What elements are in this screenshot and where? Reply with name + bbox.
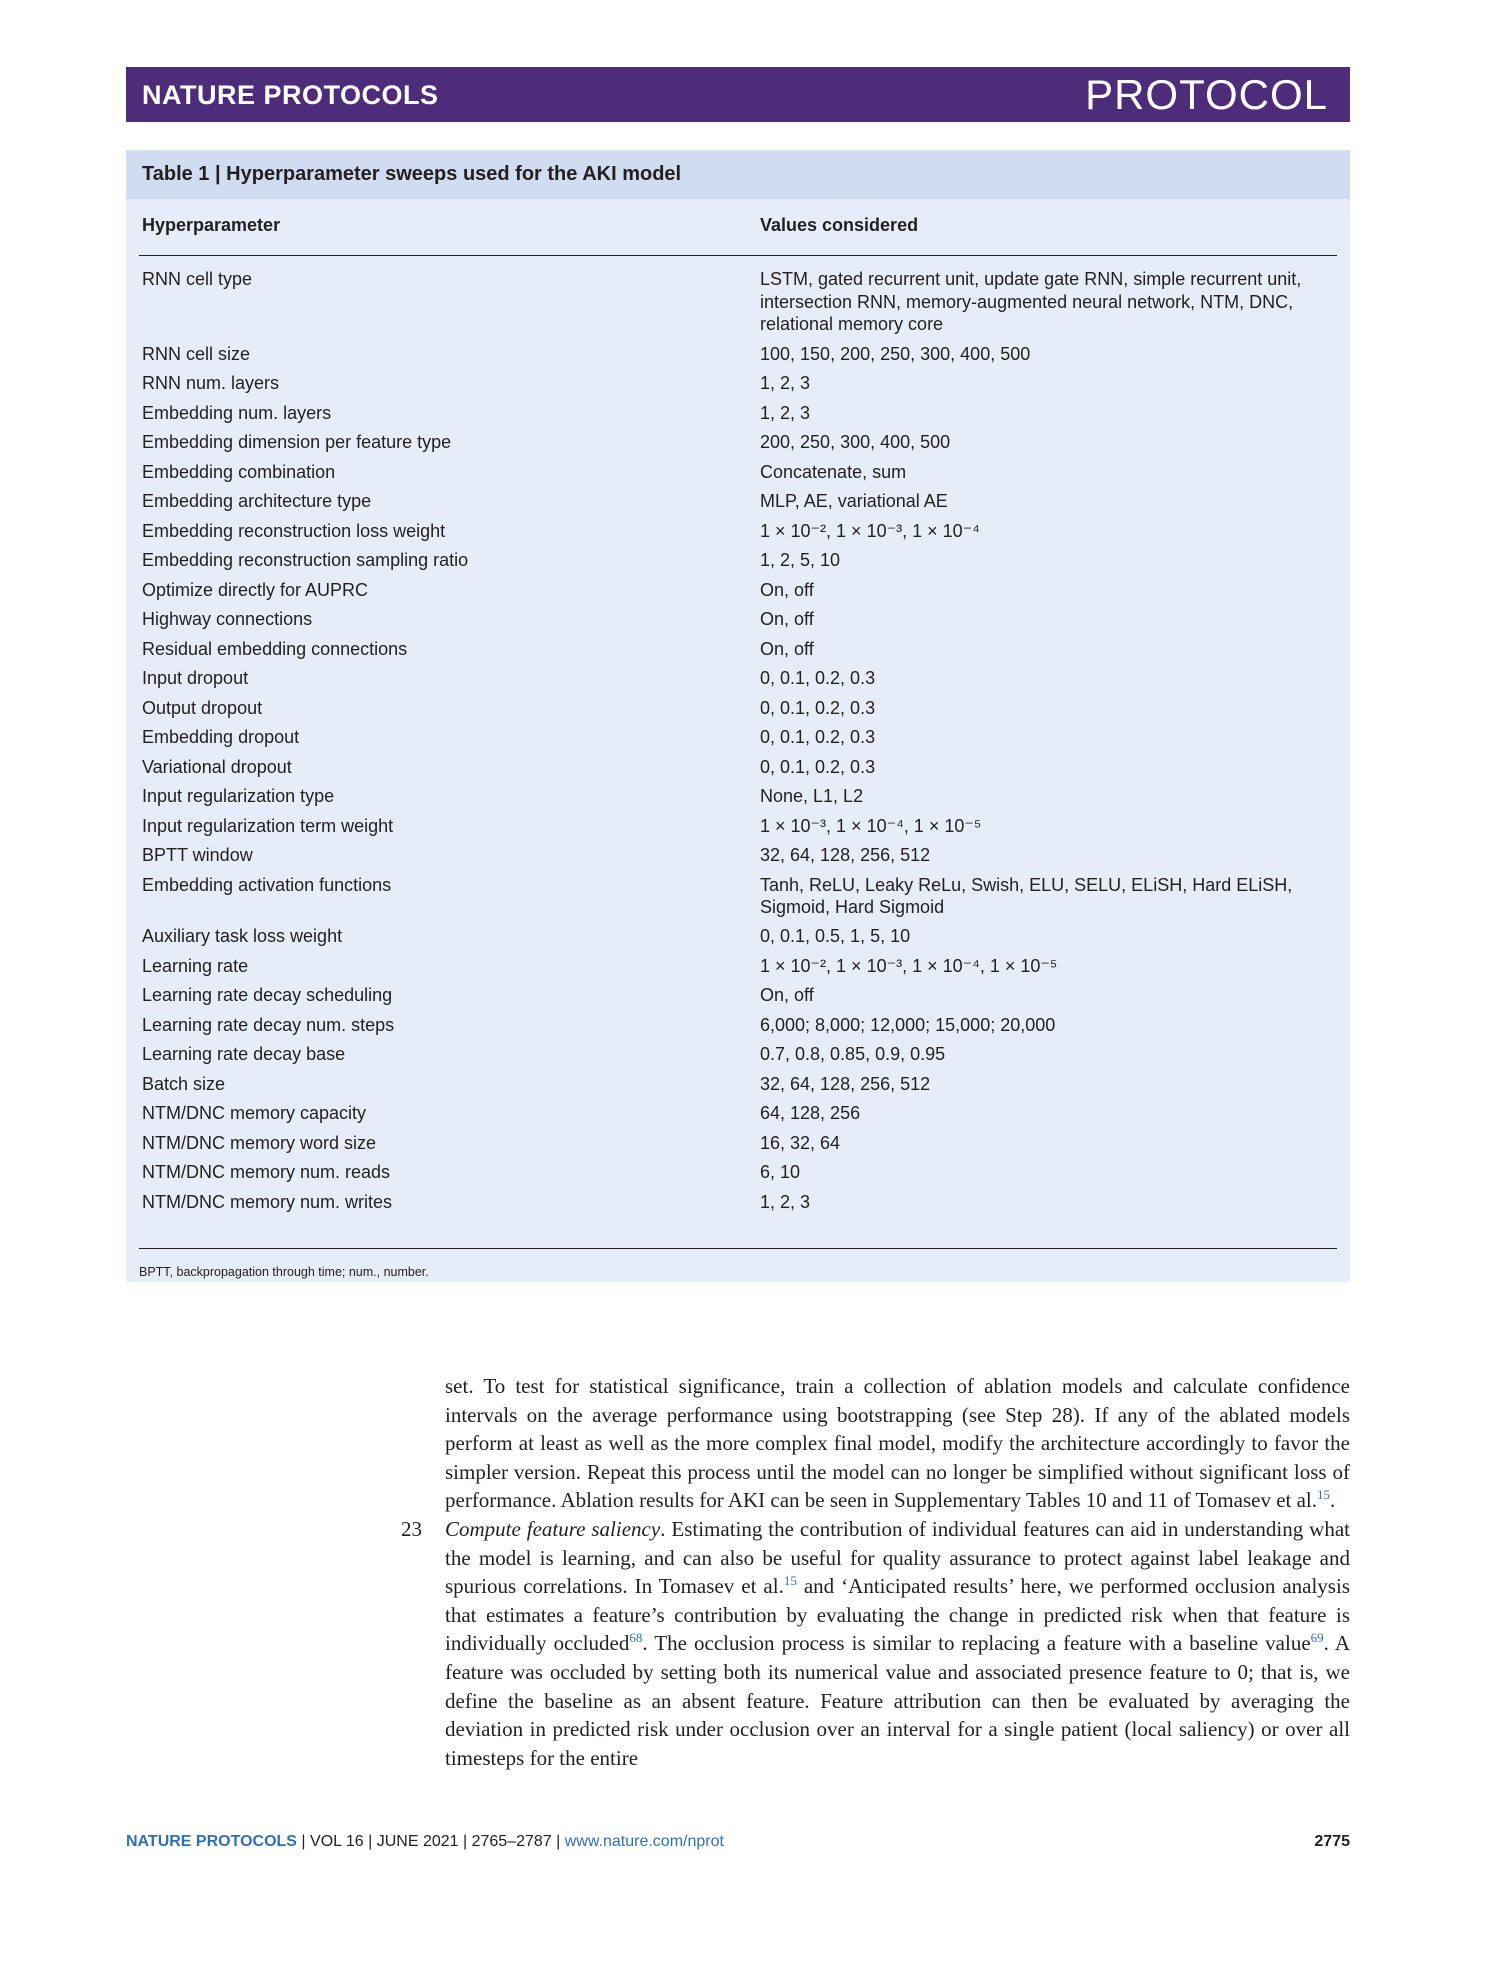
values-cell: None, L1, L2 <box>760 786 864 806</box>
hyperparameter-cell: Highway connections <box>142 609 313 629</box>
step-text: . Estimating the contribution of individual features can aid in understanding what the model is learning, and can also be useful for quality assurance to protect against label leakage and spurious correlations. In Tomasev et al. <box>445 1516 1350 1599</box>
hyperparameter-cell: Batch size <box>142 1073 226 1094</box>
step-title: Compute feature saliency <box>445 1516 661 1541</box>
values-cell: 100, 150, 200, 250, 300, 400, 500 <box>760 343 1031 364</box>
hyperparameter-cell: Embedding architecture type <box>142 491 372 511</box>
journal-header-bar <box>126 67 1350 122</box>
table-caption: Hyperparameter sweeps used for the AKI model <box>226 163 682 185</box>
column-header-hyperparameter: Hyperparameter <box>142 215 281 235</box>
values-cell: 1, 2, 3 <box>760 402 811 423</box>
paragraph-end: . <box>1330 1488 1336 1513</box>
table-row <box>126 667 1350 690</box>
table-header-rule <box>139 255 1337 256</box>
hyperparameter-table <box>126 150 1350 1282</box>
hyperparameter-cell: Input regularization type <box>142 786 335 806</box>
table-row <box>126 1191 1350 1214</box>
values-cell: 32, 64, 128, 256, 512 <box>760 845 931 865</box>
table-title-separator: | <box>209 163 227 185</box>
values-cell: 1, 2, 5, 10 <box>760 550 841 570</box>
values-cell: 1, 2, 3 <box>760 1191 811 1212</box>
hyperparameter-cell: Embedding dimension per feature type <box>142 432 452 452</box>
values-cell: 0, 0.1, 0.2, 0.3 <box>760 756 876 777</box>
body-text <box>401 1372 1351 1772</box>
table-footnote: BPTT, backpropagation through time; num., number. <box>139 1265 429 1279</box>
values-cell: On, off <box>760 985 814 1005</box>
table-row <box>126 726 1350 749</box>
section-label: PROTOCOL <box>1085 71 1328 118</box>
values-cell: 1 × 10⁻², 1 × 10⁻³, 1 × 10⁻⁴ <box>760 520 980 541</box>
values-cell: 1, 2, 3 <box>760 373 811 393</box>
table-row <box>126 431 1350 454</box>
reference-link[interactable]: 15 <box>783 1573 797 1589</box>
hyperparameter-cell: Optimize directly for AUPRC <box>142 579 369 600</box>
table-label: Table 1 <box>142 163 210 185</box>
values-cell: 0, 0.1, 0.2, 0.3 <box>760 668 876 688</box>
table-row <box>126 756 1350 779</box>
table-row <box>126 955 1350 978</box>
table-row <box>126 461 1350 484</box>
footer-volume: VOL 16 <box>310 1833 364 1850</box>
table-row <box>126 638 1350 661</box>
values-cell: 6, 10 <box>760 1162 801 1182</box>
values-cell: 32, 64, 128, 256, 512 <box>760 1073 931 1094</box>
table-row <box>126 1073 1350 1096</box>
table-row <box>126 1161 1350 1184</box>
table-row <box>126 490 1350 513</box>
hyperparameter-cell: Auxiliary task loss weight <box>142 926 343 946</box>
table-row <box>126 608 1350 631</box>
page-number: 2775 <box>1314 1833 1350 1850</box>
footer-date: JUNE 2021 <box>376 1833 459 1850</box>
page-footer: NATURE PROTOCOLS | VOL 16 | JUNE 2021 | 2765–2787 | www.nature.com/nprot 2775 <box>126 1833 1350 1850</box>
hyperparameter-cell: Embedding reconstruction loss weight <box>142 520 446 541</box>
hyperparameter-cell: Input dropout <box>142 668 249 688</box>
step-text: . The occlusion process is similar to replacing a feature with a baseline value <box>642 1631 1311 1656</box>
hyperparameter-cell: Embedding activation functions <box>142 874 392 895</box>
values-cell: 0, 0.1, 0.2, 0.3 <box>760 727 876 747</box>
table-row <box>126 844 1350 867</box>
hyperparameter-cell: RNN cell type <box>142 269 253 289</box>
values-cell: 0.7, 0.8, 0.85, 0.9, 0.95 <box>760 1044 946 1064</box>
table-row <box>126 343 1350 366</box>
table-row <box>126 549 1350 572</box>
table-row <box>126 372 1350 395</box>
values-cell: MLP, AE, variational AE <box>760 491 948 511</box>
values-cell: On, off <box>760 579 814 600</box>
values-cell: 0, 0.1, 0.2, 0.3 <box>760 697 876 718</box>
hyperparameter-cell: Embedding combination <box>142 461 336 482</box>
table-row <box>126 984 1350 1007</box>
footer-pages: 2765–2787 <box>471 1833 552 1850</box>
hyperparameter-cell: Residual embedding connections <box>142 638 408 659</box>
hyperparameter-cell: Input regularization term weight <box>142 815 394 836</box>
table-row <box>126 402 1350 425</box>
paragraph-text: set. To test for statistical significance, train a collection of ablation models and calculate confidence intervals on the average performance using bootstrapping (see Step 28). If any of the ablated models perform at least as well as the more complex final model, modify the architecture accordingly to favor the simpler version. Repeat this process until the model can no longer be simplified without significant loss of performance. Ablation results for AKI can be seen in Supplementary Tables 10 and 11 of Tomasev et al. <box>445 1374 1350 1513</box>
hyperparameter-cell: Learning rate decay base <box>142 1044 346 1064</box>
hyperparameter-cell: Learning rate <box>142 955 249 976</box>
column-header-values: Values considered <box>760 215 919 235</box>
table-row <box>126 1102 1350 1125</box>
step-number: 23 <box>401 1516 422 1541</box>
hyperparameter-cell: Learning rate decay scheduling <box>142 985 393 1005</box>
hyperparameter-cell: Output dropout <box>142 697 263 718</box>
table-title <box>142 163 681 186</box>
table-row <box>126 925 1350 948</box>
values-cell: On, off <box>760 609 814 629</box>
table-row <box>126 874 1350 919</box>
values-cell: 64, 128, 256 <box>760 1103 861 1123</box>
table-row <box>126 1043 1350 1066</box>
table-title-bar <box>126 150 1350 199</box>
hyperparameter-cell: Variational dropout <box>142 756 292 777</box>
journal-name: NATURE PROTOCOLS <box>142 80 439 110</box>
hyperparameter-cell: BPTT window <box>142 845 253 865</box>
hyperparameter-cell: Embedding dropout <box>142 727 300 747</box>
table-row <box>126 268 1350 336</box>
footer-url[interactable]: www.nature.com/nprot <box>564 1833 724 1850</box>
hyperparameter-cell: NTM/DNC memory capacity <box>142 1103 367 1123</box>
table-row <box>126 520 1350 543</box>
hyperparameter-cell: NTM/DNC memory num. reads <box>142 1162 391 1182</box>
values-cell: Tanh, ReLU, Leaky ReLu, Swish, ELU, SELU, ELiSH, Hard ELiSH, Sigmoid, Hard Sigmoid <box>760 874 1293 917</box>
hyperparameter-cell: Embedding num. layers <box>142 402 332 423</box>
table-bottom-rule <box>139 1248 1337 1249</box>
hyperparameter-cell: NTM/DNC memory word size <box>142 1132 377 1153</box>
hyperparameter-cell: RNN num. layers <box>142 373 280 393</box>
values-cell: 16, 32, 64 <box>760 1132 841 1153</box>
values-cell: 1 × 10⁻², 1 × 10⁻³, 1 × 10⁻⁴, 1 × 10⁻⁵ <box>760 955 1058 976</box>
values-cell: Concatenate, sum <box>760 461 907 482</box>
table-row <box>126 579 1350 602</box>
step-text: and ‘Anticipated results’ here, we performed occlusion analysis that estimates a feature’s contribution by evaluating the change in predicted risk when that feature is individually occluded <box>445 1574 1350 1656</box>
hyperparameter-cell: Embedding reconstruction sampling ratio <box>142 550 469 570</box>
table-row <box>126 815 1350 838</box>
hyperparameter-cell: Learning rate decay num. steps <box>142 1014 395 1035</box>
values-cell: 0, 0.1, 0.5, 1, 5, 10 <box>760 926 911 946</box>
values-cell: 6,000; 8,000; 12,000; 15,000; 20,000 <box>760 1014 1056 1035</box>
table-row <box>126 785 1350 808</box>
table-row <box>126 1014 1350 1037</box>
hyperparameter-cell: RNN cell size <box>142 343 251 364</box>
values-cell: 200, 250, 300, 400, 500 <box>760 432 951 452</box>
values-cell: 1 × 10⁻³, 1 × 10⁻⁴, 1 × 10⁻⁵ <box>760 815 982 836</box>
table-row <box>126 1132 1350 1155</box>
reference-link[interactable]: 69 <box>1310 1630 1324 1646</box>
reference-link[interactable]: 15 <box>1317 1487 1331 1503</box>
footer-journal: NATURE PROTOCOLS <box>126 1833 297 1850</box>
table-body <box>126 268 1350 1220</box>
hyperparameter-cell: NTM/DNC memory num. writes <box>142 1191 393 1212</box>
body-paragraph <box>445 1372 1350 1515</box>
reference-link[interactable]: 68 <box>629 1630 643 1646</box>
values-cell: LSTM, gated recurrent unit, update gate RNN, simple recurrent unit, intersection RNN, memory-augmented neural network, NTM, DNC, relational memory core <box>760 269 1302 334</box>
values-cell: On, off <box>760 638 814 659</box>
table-row <box>126 697 1350 720</box>
procedure-step <box>401 1515 1351 1772</box>
step-text: . A feature was occluded by setting both its numerical value and associated presence feature to 0; that is, we define the baseline as an absent feature. Feature attribution can then be evaluated by averaging the deviation in predicted risk under occlusion over an interval for a single patient (local saliency) or over all timesteps for the entire <box>445 1631 1351 1770</box>
